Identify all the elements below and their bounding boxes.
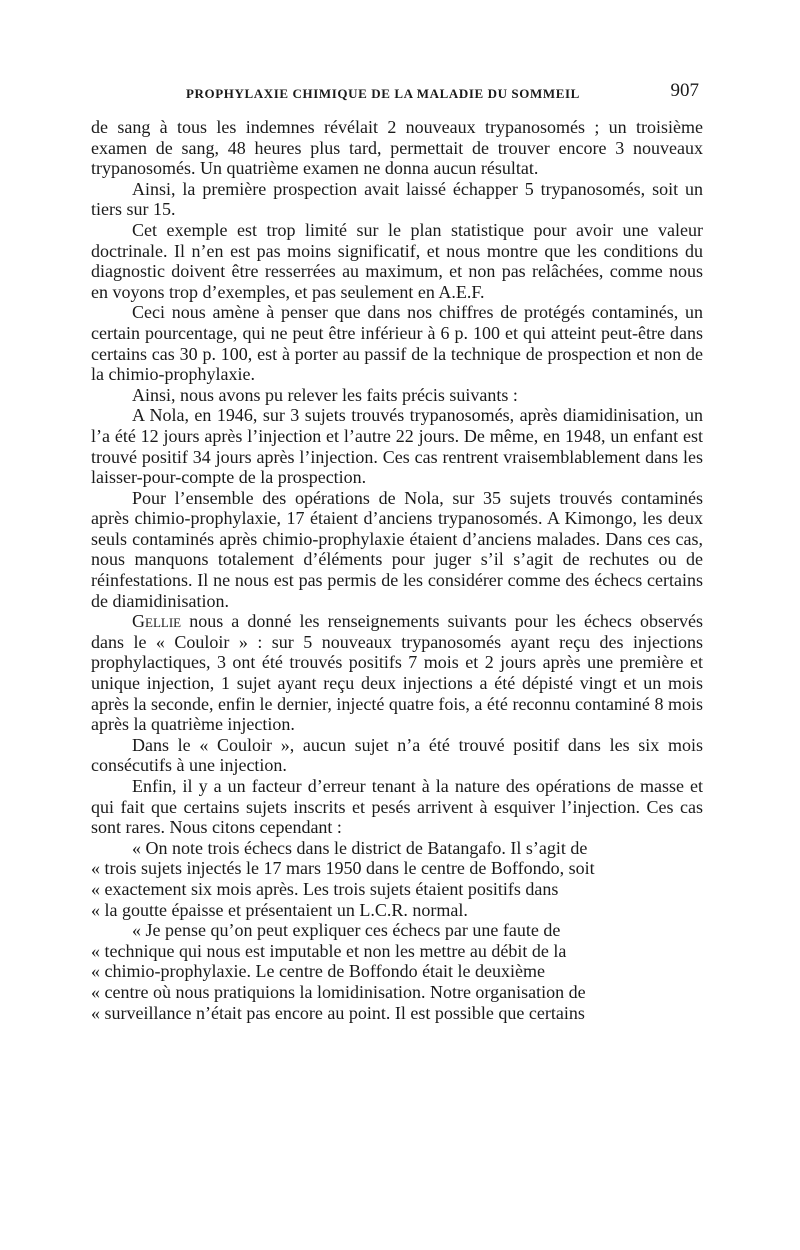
quote-line: « la goutte épaisse et présentaient un L.C.R. normal. [91, 899, 468, 920]
quote-line: « technique qui nous est imputable et non les mettre au débit de la [91, 940, 567, 961]
quote-line: « surveillance n’était pas encore au point. Il est possible que certains [91, 1002, 585, 1023]
document-page [91, 78, 703, 1023]
author-name: Gellie [132, 611, 182, 632]
paragraph: de sang à tous les indemnes révélait 2 nouveaux trypanosomés ; un troisième examen de sang, 48 heures plus tard, permettait de trouver encore 3 nouveaux trypanosomés. Un quatrième examen ne donna aucun résultat. [91, 117, 703, 179]
paragraph: Enfin, il y a un facteur d’erreur tenant à la nature des opérations de masse et qui fait que certains sujets inscrits et pesés arrivent à esquiver l’injection. Ces cas sont rares. Nous citons cependant : [91, 776, 703, 838]
page-number: 907 [670, 80, 699, 101]
paragraph: Pour l’ensemble des opérations de Nola, sur 35 sujets trouvés contaminés après chimio-prophylaxie, 17 étaient d’anciens trypanosomés. A Kimongo, les deux seuls contaminés après chimio-prophylaxie étaient d’anciens malades. Dans ces cas, nous manquons totalement d’éléments pour juger s’il s’agit de rechutes ou de réinfestations. Il ne nous est pas permis de les considérer comme des échecs certains de diamidinisation. [91, 487, 703, 611]
paragraph [91, 611, 703, 735]
paragraph: A Nola, en 1946, sur 3 sujets trouvés trypanosomés, après diamidinisation, un l’a été 12 jours après l’injection et l’autre 22 jours. De même, en 1948, un enfant est trouvé positif 34 jours après l’injection. Ces cas rentrent vraisemblablement dans les laisser-pour-compte de la prospection. [91, 405, 703, 488]
quote-line: « On note trois échecs dans le district de Batangafo. Il s’agit de [132, 837, 588, 858]
quote-line: « Je pense qu’on peut expliquer ces échecs par une faute de [132, 920, 561, 941]
paragraph: Ainsi, la première prospection avait laissé échapper 5 trypanosomés, soit un tiers sur 15. [91, 178, 703, 220]
quotation-block [91, 920, 703, 1023]
body-text [91, 117, 703, 1023]
quote-line: « exactement six mois après. Les trois sujets étaient positifs dans [91, 878, 559, 899]
quote-line: « centre où nous pratiquions la lomidinisation. Notre organisation de [91, 981, 586, 1002]
quotation-block [91, 838, 703, 920]
quote-line: « chimio-prophylaxie. Le centre de Boffondo était le deuxième [91, 961, 546, 982]
paragraph: Dans le « Couloir », aucun sujet n’a été trouvé positif dans les six mois consécutifs à une injection. [91, 734, 703, 776]
running-title: PROPHYLAXIE CHIMIQUE DE LA MALADIE DU SOMMEIL [186, 86, 580, 101]
paragraph: Cet exemple est trop limité sur le plan statistique pour avoir une valeur doctrinale. Il n’en est pas moins significatif, et nous montre que les conditions du diagnostic doivent être resserrées au maximum, et non pas relâchées, comme nous en voyons trop d’exemples, et pas seulement en A.E.F. [91, 219, 703, 302]
paragraph: Ceci nous amène à penser que dans nos chiffres de protégés contaminés, un certain pourcentage, qui ne peut être inférieur à 6 p. 100 et qui atteint peut-être dans certains cas 30 p. 100, est à porter au passif de la technique de prospection et non de la chimio-prophylaxie. [91, 302, 703, 385]
quote-line: « trois sujets injectés le 17 mars 1950 dans le centre de Boffondo, soit [91, 858, 595, 879]
paragraph: Ainsi, nous avons pu relever les faits précis suivants : [132, 384, 518, 405]
page-header [91, 78, 703, 108]
paragraph-text: nous a donné les renseignements suivants pour les échecs observés dans le « Couloir » : sur 5 nouveaux trypanosomés ayant reçu des injections prophylactiques, 3 ont été trouvés positifs 7 mois et 2 jours après une première et unique injection, 1 sujet ayant reçu deux injections a été dépisté vingt et un mois après la seconde, enfin le dernier, injecté quatre fois, a été reconnu contaminé 8 mois après la quatrième injection. [91, 611, 703, 735]
